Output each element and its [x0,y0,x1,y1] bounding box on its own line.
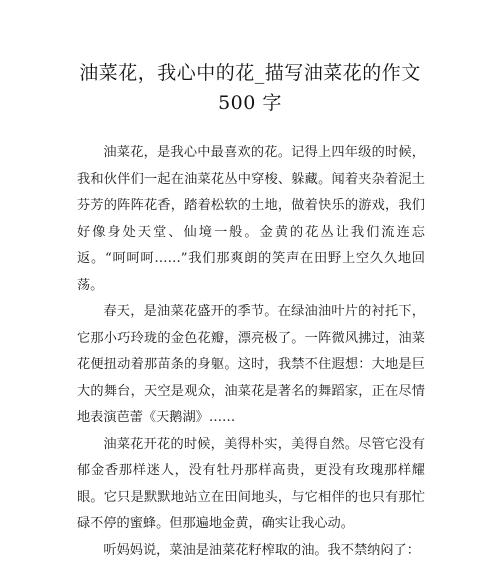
article-title-line-1: 油菜花，我心中的花_描写油菜花的作文 [79,62,421,84]
article-title [60,58,440,118]
paragraph-4: 听妈妈说，菜油是油菜花籽榨取的油。我不禁纳闷了： [103,542,420,558]
paragraph-3: 油菜花开花的时候，美得朴实，美得自然。尽管它没有郁金香那样迷人，没有牡丹那样高贵，更没有玫瑰那样耀眼。它只是默默地站立在田间地头，与它相伴的也只有那忙碌不停的蜜蜂。但那遍地金黄，确实让我心动。 [77,436,425,531]
article-body [77,140,425,564]
paragraph-1: 油菜花，是我心中最喜欢的花。记得上四年级的时候，我和伙伴们一起在油菜花丛中穿梭、躲藏。闻着夹杂着泥土芬芳的阵阵花香，踏着松软的土地，做着快乐的游戏，我们好像身处天堂、仙境一般。金黄的花丛让我们流连忘返。“呵呵呵……”我们那爽朗的笑声在田野上空久久地回荡。 [77,145,425,293]
paragraph-2: 春天，是油菜花盛开的季节。在绿油油叶片的衬托下，它那小巧玲珑的金色花瓣，漂亮极了。一阵微风拂过，油菜花便扭动着那苗条的身躯。这时，我禁不住遐想：大地是巨大的舞台，天空是观众，油菜花是著名的舞蹈家，正在尽情地表演芭蕾《天鹅湖》…… [77,304,425,425]
article-title-line-2: 500 字 [218,92,282,114]
